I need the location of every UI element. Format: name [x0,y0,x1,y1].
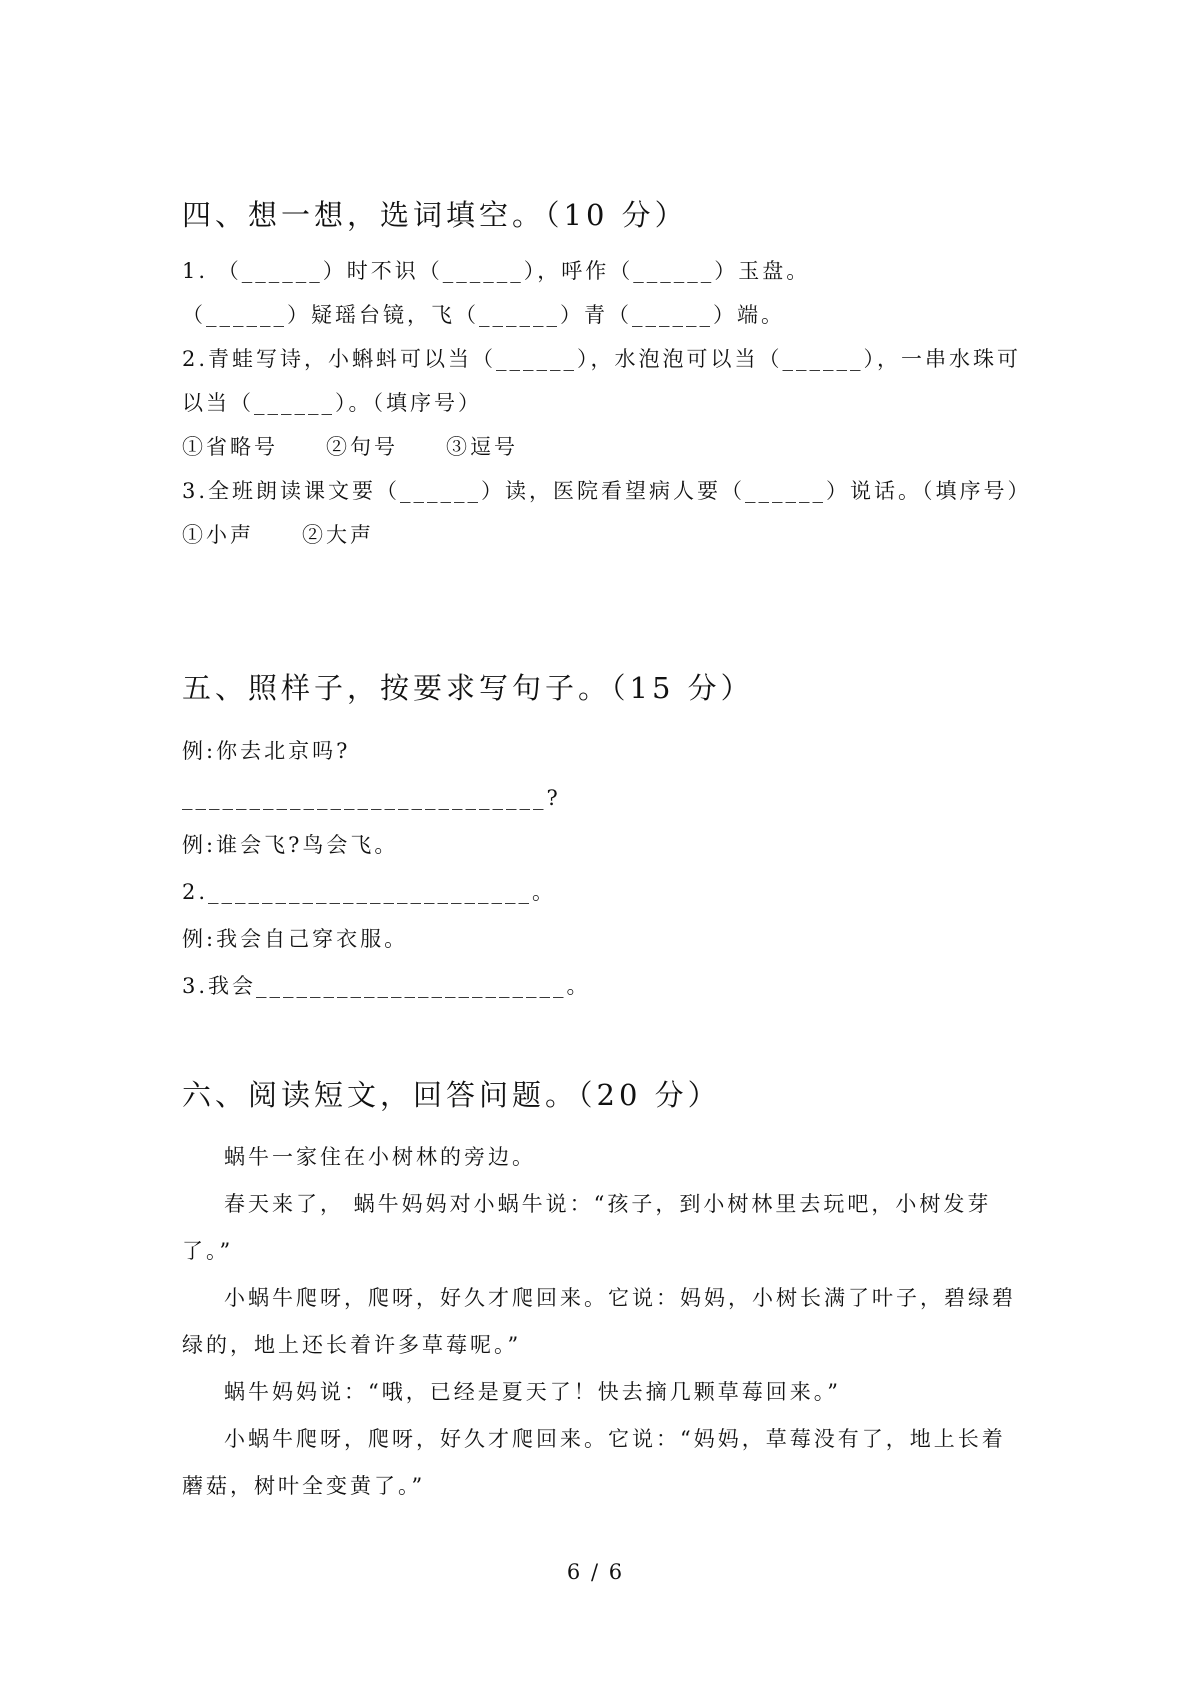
section-4-line-1: 1. （______）时不识（______），呼作（______）玉盘。 [182,259,811,283]
section-5-example-2: 例:谁会飞?鸟会飞。 [182,833,399,857]
section-5-answer-1: ___________________________? [182,786,561,810]
section-5-example-3: 例:我会自己穿衣服。 [182,927,409,951]
page-number: 6 / 6 [566,1560,625,1584]
passage-line-3: 了。” [182,1239,234,1263]
section-4-options-1: ①省略号 ②句号 ③逗号 [182,435,518,459]
passage-line-8: 蘑菇，树叶全变黄了。” [182,1474,426,1498]
passage-line-5: 绿的，地上还长着许多草莓呢。” [182,1333,522,1357]
section-5-heading: 五、照样子，按要求写句子。（15 分） [182,671,754,705]
section-5-example-1: 例:你去北京吗? [182,739,351,763]
section-4-heading: 四、想一想，选词填空。（10 分） [182,198,688,232]
section-4-options-2: ①小声 ②大声 [182,523,374,547]
passage-line-1: 蜗牛一家住在小树林的旁边。 [224,1145,536,1169]
section-5-answer-2: 2.________________________。 [182,880,557,904]
section-4-line-3: 2.青蛙写诗，小蝌蚪可以当（______），水泡泡可以当（______），一串水珠可 [182,347,1022,371]
section-4-line-5: 3.全班朗读课文要（______）读，医院看望病人要（______）说话。（填序号） [182,479,1032,503]
passage-line-6: 蜗牛妈妈说：“哦，已经是夏天了！快去摘几颗草莓回来。” [224,1380,841,1404]
section-6-heading: 六、阅读短文，回答问题。（20 分） [182,1078,721,1112]
passage-line-7: 小蜗牛爬呀，爬呀，好久才爬回来。它说：“妈妈，草莓没有了，地上长着 [224,1427,1006,1451]
passage-line-2: 春天来了， 蜗牛妈妈对小蜗牛说：“孩子，到小树林里去玩吧，小树发芽 [224,1192,992,1216]
section-4-line-2: （______）疑瑶台镜，飞（______）青（______）端。 [182,303,785,327]
section-4-line-4: 以当（______）。（填序号） [182,391,482,415]
section-5-answer-3: 3.我会_______________________。 [182,974,591,998]
passage-line-4: 小蜗牛爬呀，爬呀，好久才爬回来。它说：妈妈，小树长满了叶子，碧绿碧 [224,1286,1016,1310]
